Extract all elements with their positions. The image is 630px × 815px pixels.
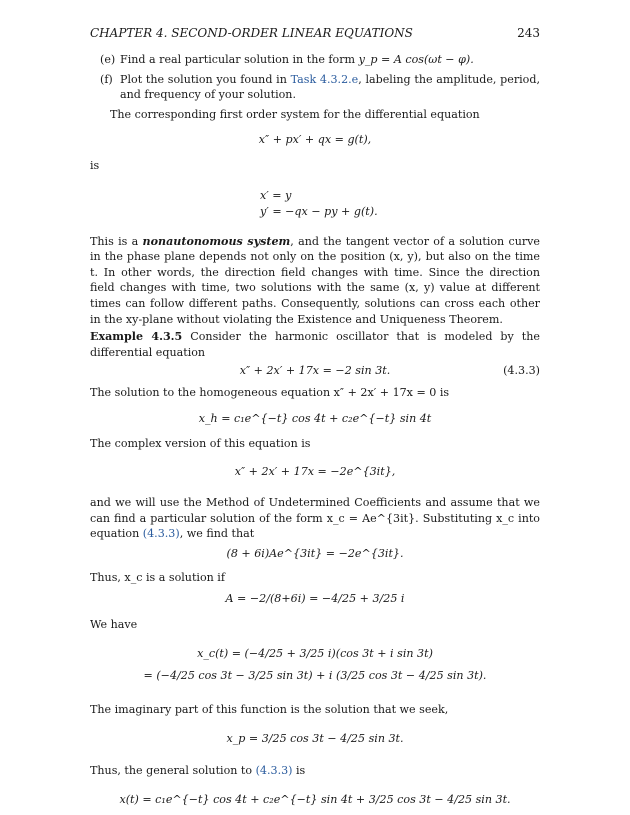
system-line: y′ = −qx − py + g(t). (260, 204, 378, 218)
paragraph: The complex version of this equation is (90, 437, 311, 451)
equation: x″ + px′ + qx = g(t), (258, 133, 372, 147)
text: is (292, 763, 306, 777)
equation: = (−4/25 cos 3t − 3/25 sin 3t) + i (3/25 cos 3t − 4/25 sin 3t). (143, 669, 487, 683)
item-text: Plot the solution you found in (120, 72, 291, 86)
system-equations (260, 188, 540, 220)
equation-number: (4.3.3) (503, 364, 540, 378)
equation-link[interactable]: (4.3.3) (142, 527, 180, 541)
item-equation: y_p = A cos(ωt − φ). (358, 53, 474, 66)
equation: x_c(t) = (−4/25 + 3/25 i)(cos 3t + i sin 3t) (197, 647, 433, 661)
paragraph (90, 495, 540, 542)
paragraph: We have (90, 617, 138, 631)
text: and we will use the Method of Undetermined Coefficients and assume that we can find a particular solution of the form x_c = Ae^{3it}. Substituting x_c into equation (90, 496, 540, 541)
page-body (90, 52, 540, 808)
paragraph: Thus, x_c is a solution if (90, 570, 225, 584)
equation: x(t) = c₁e^{−t} cos 4t + c₂e^{−t} sin 4t + 3/25 cos 3t − 4/25 sin 3t. (119, 793, 511, 807)
text: This is a (90, 234, 143, 248)
item-text: , labeling the amplitude, period, and frequency of your solution. (120, 72, 540, 102)
equation: x″ + 2x′ + 17x = −2e^{3it}, (234, 464, 396, 478)
list-item-e (90, 52, 540, 68)
defined-term: nonautonomous system (142, 234, 291, 248)
example-label: Example 4.3.5 (90, 330, 183, 344)
text: Consider the harmonic oscillator that is modeled by the differential equation (90, 330, 540, 359)
paragraph: The solution to the homogeneous equation x″ + 2x′ + 17x = 0 is (90, 385, 450, 399)
text: , we find that (179, 527, 255, 541)
paragraph (90, 234, 540, 328)
item-label: (f) (100, 72, 113, 86)
paragraph (90, 763, 540, 779)
text: , and the tangent vector of a solution curve in the phase plane depends not only on the position (x, y), but also on the time t. In other words, the direction field changes with time. Since the direction field changes with time, two solutions with the same (x, y) value at different times can follow different paths. Consequently, solutions can cross each other in the xy-plane without violating the Existence and Uniqueness Theorem. (90, 234, 540, 326)
chapter-title: CHAPTER 4. SECOND-ORDER LINEAR EQUATIONS (90, 26, 413, 40)
equation-4-3-3 (90, 363, 540, 379)
equation: (8 + 6i)Ae^{3it} = −2e^{3it}. (226, 547, 404, 561)
paragraph: is (90, 158, 100, 172)
item-label: (e) (100, 53, 116, 66)
equation: x_h = c₁e^{−t} cos 4t + c₂e^{−t} sin 4t (198, 411, 432, 425)
paragraph: The imaginary part of this function is the solution that we seek, (90, 702, 449, 716)
equation: x_p = 3/25 cos 3t − 4/25 sin 3t. (226, 732, 404, 746)
paragraph: The corresponding first order system for the differential equation (110, 107, 480, 121)
task-link[interactable]: Task 4.3.2.e (290, 72, 359, 86)
item-text: Find a real particular solution in the form (120, 53, 359, 66)
equation-text: x″ + 2x′ + 17x = −2 sin 3t. (239, 364, 391, 378)
page-number: 243 (517, 26, 540, 40)
example-paragraph (90, 329, 540, 360)
system-line: x′ = y (260, 188, 292, 202)
equation-link[interactable]: (4.3.3) (255, 763, 293, 777)
equation: A = −2/(8+6i) = −4/25 + 3/25 i (225, 592, 405, 606)
text: Thus, the general solution to (90, 763, 256, 777)
list-item-f (90, 72, 540, 103)
